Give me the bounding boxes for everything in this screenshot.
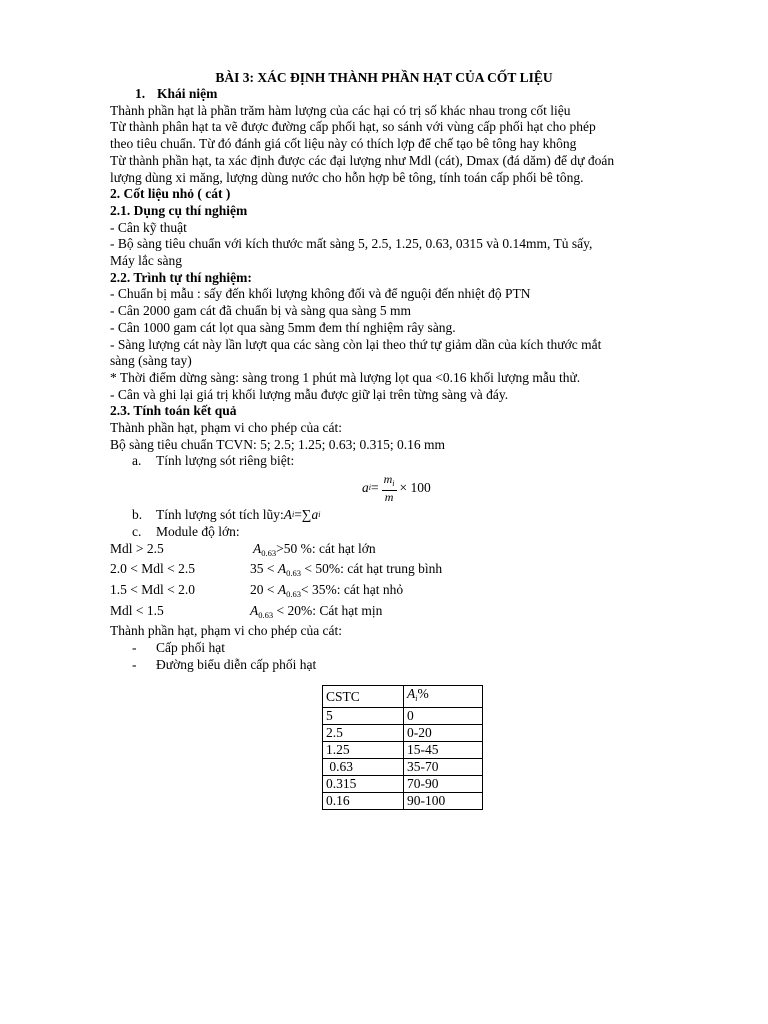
table-cell: 5 bbox=[323, 708, 404, 725]
formula-a-var: a bbox=[362, 479, 369, 495]
item-a-text: Tính lượng sót riêng biệt: bbox=[156, 453, 295, 469]
intro-line: Thành phần hạt là phần trăm hàm lượng của các hại có trị số khác nhau trong cốt liệu bbox=[110, 102, 571, 118]
item-b-sum: =∑ bbox=[294, 507, 312, 523]
item-a-marker: a. bbox=[132, 453, 142, 469]
table-cell: 1.25 bbox=[323, 742, 404, 759]
step-line: - Cân 1000 gam cát lọt qua sàng 5mm đem thí nghiệm rây sàng. bbox=[110, 319, 456, 335]
bullet-text: Đường biểu diễn cấp phối hạt bbox=[156, 656, 317, 672]
mdl-result bbox=[250, 541, 376, 562]
item-c bbox=[110, 524, 710, 541]
mdl-row bbox=[110, 561, 710, 582]
step-line: - Sàng lượng cát này lần lượt qua các sàng còn lại theo thứ tự giảm dần của kích thước mắt bbox=[110, 336, 602, 352]
step-line: - Chuẩn bị mẫu : sấy đến khối lượng không đối và để nguội đến nhiệt độ PTN bbox=[110, 286, 531, 302]
header-ai bbox=[404, 686, 483, 708]
mdl-condition: 2.0 < Mdl < 2.5 bbox=[110, 561, 195, 577]
tools-line: - Bộ sàng tiêu chuẩn với kích thước mất sàng 5, 2.5, 1.25, 0.63, 0315 và 0.14mm, Tủ sấy, bbox=[110, 236, 593, 252]
mdl-result bbox=[250, 582, 403, 603]
header-percent: % bbox=[417, 686, 429, 701]
mdl-row bbox=[110, 541, 710, 562]
mdl-condition: Mdl < 1.5 bbox=[110, 602, 164, 618]
bullet-text: Cấp phối hạt bbox=[156, 640, 225, 656]
header-cstc: CSTC bbox=[323, 686, 404, 708]
numerator-var: m bbox=[383, 471, 393, 486]
item-b-A: A bbox=[283, 507, 292, 523]
fraction-denominator: m bbox=[384, 489, 394, 504]
item-c-text: Module độ lớn: bbox=[156, 523, 240, 539]
mdl-A: A bbox=[250, 602, 259, 618]
table-row bbox=[323, 725, 483, 742]
section-1-title: Khái niệm bbox=[157, 86, 218, 101]
table-cell: 35-70 bbox=[404, 759, 483, 776]
formula-a-sub: i bbox=[368, 482, 371, 492]
step-line: * Thời điểm dừng sàng: sàng trong 1 phút mà lượng lọt qua <0.16 khối lượng mẫu thử. bbox=[110, 369, 581, 385]
bullet-marker: - bbox=[132, 656, 137, 672]
step-line: - Cân 2000 gam cát đã chuẩn bị và sàng qua sàng 5 mm bbox=[110, 303, 412, 319]
step-line: - Cân và ghi lại giá trị khối lượng mẫu được giữ lại trên từng sàng và đáy. bbox=[110, 386, 509, 402]
numerator-sub: i bbox=[392, 478, 395, 488]
formula-a-expression bbox=[362, 471, 431, 505]
header-A: A bbox=[407, 686, 416, 701]
section-2-3-heading: 2.3. Tính toán kết quả bbox=[110, 403, 237, 419]
mdl-A: A bbox=[253, 540, 262, 556]
section-1-heading bbox=[110, 86, 710, 103]
mdl-row bbox=[110, 603, 710, 624]
mdl-desc: < 20%: Cát hạt mịn bbox=[273, 602, 383, 618]
calc-intro-line: Bộ sàng tiêu chuẩn TCVN: 5; 2.5; 1.25; 0.63; 0.315; 0.16 mm bbox=[110, 436, 445, 452]
table-cell: 90-100 bbox=[404, 793, 483, 810]
item-a bbox=[110, 453, 710, 470]
table-cell: 0.63 bbox=[323, 759, 404, 776]
item-c-marker: c. bbox=[132, 523, 142, 539]
section-1-number: 1. bbox=[135, 86, 146, 101]
grading-intro: Thành phần hạt, phạm vi cho phép của cát: bbox=[110, 623, 343, 639]
mdl-condition: 1.5 < Mdl < 2.0 bbox=[110, 581, 195, 597]
item-b-marker: b. bbox=[132, 507, 143, 523]
mdl-desc: < 35%: cát hạt nhỏ bbox=[301, 581, 404, 597]
mdl-pre: 20 < bbox=[250, 581, 278, 597]
intro-line: theo tiêu chuẩn. Từ đó đánh giá cốt liệu này có thích lợp để chế tạo bê tông hay không bbox=[110, 136, 577, 152]
section-2-1-heading: 2.1. Dụng cụ thí nghiệm bbox=[110, 202, 248, 218]
table-row bbox=[323, 742, 483, 759]
table-cell: 70-90 bbox=[404, 776, 483, 793]
mdl-result bbox=[250, 603, 382, 624]
table-cell: 0.16 bbox=[323, 793, 404, 810]
intro-line: Từ thành phần hạt, ta xác định được các đại lượng như Mdl (cát), Dmax (đá dăm) để dự đoán bbox=[110, 152, 615, 168]
intro-line: Từ thành phân hạt ta vẽ được đường cấp phối hạt, so sánh với vùng cấp phối hạt cho phép bbox=[110, 119, 596, 135]
table-cell: 15-45 bbox=[404, 742, 483, 759]
item-b-a: a bbox=[311, 507, 319, 523]
table-cell: 2.5 bbox=[323, 725, 404, 742]
table-cell: 0.315 bbox=[323, 776, 404, 793]
table-cell: 0-20 bbox=[404, 725, 483, 742]
table-row bbox=[323, 759, 483, 776]
mdl-condition: Mdl > 2.5 bbox=[110, 540, 164, 556]
formula-a-fraction bbox=[382, 473, 397, 504]
mdl-A-sub: 0.63 bbox=[258, 609, 274, 620]
item-b bbox=[110, 507, 710, 524]
formula-a-times: × 100 bbox=[399, 479, 431, 495]
document-body bbox=[110, 86, 710, 674]
formula-a bbox=[110, 471, 710, 505]
mdl-row bbox=[110, 582, 710, 603]
intro-line: lượng dùng xi măng, lượng dùng nước cho hỗn hợp bê tông, tính toán cấp phối bê tông. bbox=[110, 169, 584, 185]
mdl-A: A bbox=[277, 561, 287, 577]
mdl-A-sub: 0.63 bbox=[261, 547, 277, 558]
table-row bbox=[323, 793, 483, 810]
page-title: BÀI 3: XÁC ĐỊNH THÀNH PHẦN HẠT CỦA CỐT LIỆU bbox=[215, 70, 553, 85]
item-b-a-sub: i bbox=[318, 510, 321, 520]
section-2-heading: 2. Cốt liệu nhỏ ( cát ) bbox=[110, 186, 231, 202]
calc-intro-line: Thành phần hạt, phạm vi cho phép của cát: bbox=[110, 420, 343, 436]
bullet-item bbox=[110, 640, 710, 657]
mdl-desc: >50 %: cát hạt lớn bbox=[276, 540, 376, 556]
bullet-item bbox=[110, 657, 710, 674]
mdl-desc: < 50%: cát hạt trung bình bbox=[301, 561, 443, 577]
fraction-numerator bbox=[382, 473, 397, 491]
section-2-2-heading: 2.2. Trình tự thí nghiệm: bbox=[110, 269, 252, 285]
mdl-A-sub: 0.63 bbox=[286, 568, 301, 579]
grading-table bbox=[322, 685, 483, 810]
table-row bbox=[323, 708, 483, 725]
mdl-A-sub: 0.63 bbox=[286, 588, 301, 599]
mdl-result bbox=[250, 561, 442, 582]
formula-a-eq: = bbox=[370, 479, 379, 495]
tools-line: Máy lắc sàng bbox=[110, 253, 182, 269]
step-line: sàng (sàng tay) bbox=[110, 353, 192, 369]
table-row bbox=[323, 776, 483, 793]
mdl-pre: 35 < bbox=[250, 561, 278, 577]
item-b-text: Tính lượng sót tích lũy: bbox=[156, 507, 284, 523]
bullet-marker: - bbox=[132, 640, 137, 656]
table-header-row bbox=[323, 686, 483, 708]
mdl-A: A bbox=[277, 581, 287, 597]
item-b-A-sub: i bbox=[291, 510, 295, 520]
table-cell: 0 bbox=[404, 708, 483, 725]
header-A-sub: i bbox=[415, 694, 418, 703]
tools-line: - Cân kỹ thuật bbox=[110, 219, 187, 235]
